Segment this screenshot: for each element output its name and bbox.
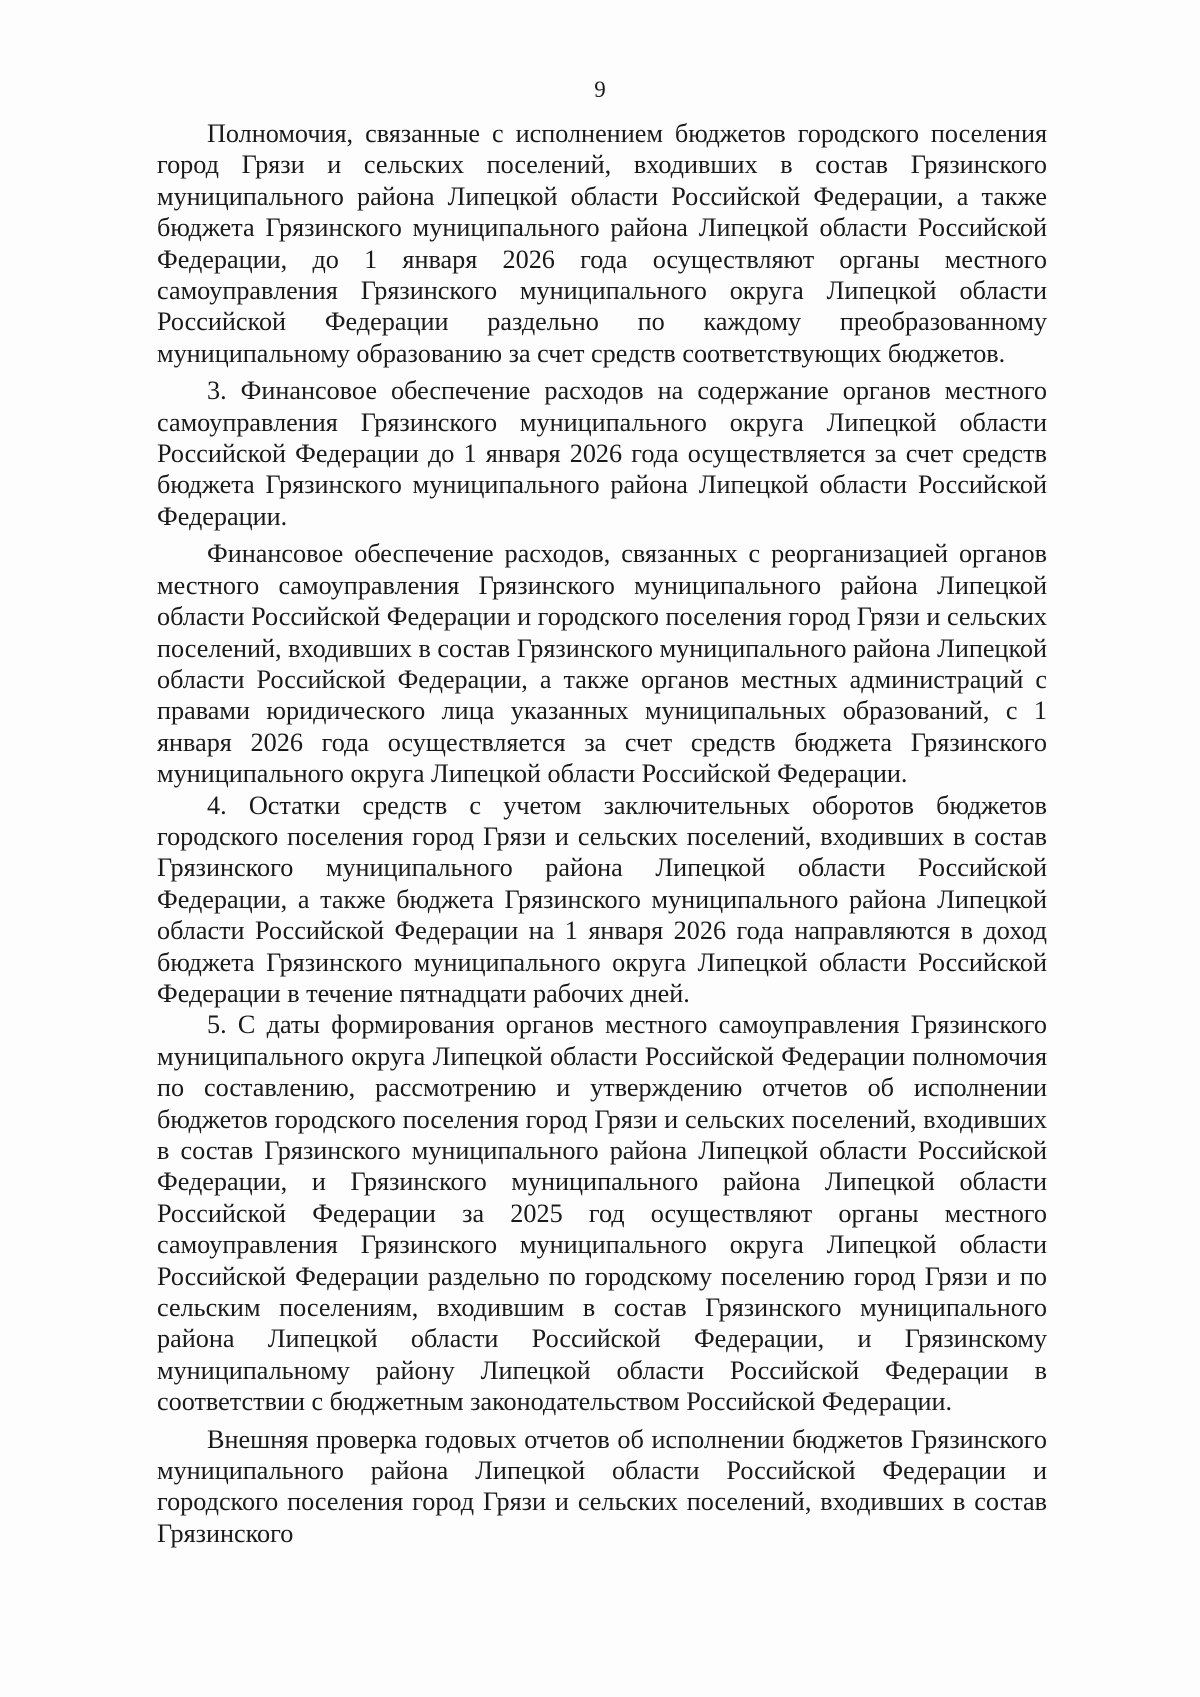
paragraph-reorganization-financing: Финансовое обеспечение расходов, связанных с реорганизацией органов местного самоуправления Грязинского муниципального района Липецкой области Российской Федерации и городского поселения город Грязи и сельских поселений, входивших в состав Грязинского муниципального района Липецкой области Российской Федерации, а также органов местных администраций с правами юридического лица указанных муниципальных образований, с 1 января 2026 года осуществляется за счет средств бюджета Грязинского муниципального округа Липецкой области Российской Федерации.	[157, 539, 1047, 789]
paragraph-external-audit: Внешняя проверка годовых отчетов об исполнении бюджетов Грязинского муниципального района Липецкой области Российской Федерации и городского поселения город Грязи и сельских поселений, входивших в состав Грязинского	[157, 1424, 1047, 1548]
paragraph-powers-budget: Полномочия, связанные с исполнением бюджетов городского поселения город Грязи и сельских поселений, входивших в состав Грязинского муниципального района Липецкой области Российской Федерации, а также бюджета Грязинского муниципального района Липецкой области Российской Федерации, до 1 января 2026 года осуществляют органы местного самоуправления Грязинского муниципального округа Липецкой области Российской Федерации раздельно по каждому преобразованному муниципальному образованию за счет средств соответствующих бюджетов.	[157, 119, 1047, 368]
page-number: 9	[594, 77, 606, 102]
document-body	[157, 118, 1047, 1549]
paragraph-item-5: 5. С даты формирования органов местного самоуправления Грязинского муниципального округа Липецкой области Российской Федерации полномочия по составлению, рассмотрению и утверждению отчетов об исполнении бюджетов городского поселения город Грязи и сельских поселений, входивших в состав Грязинского муниципального района Липецкой области Российской Федерации, и Грязинского муниципального района Липецкой области Российской Федерации за 2025 год осуществляют органы местного самоуправления Грязинского муниципального округа Липецкой области Российской Федерации раздельно по городскому поселению город Грязи и по сельским поселениям, входившим в состав Грязинского муниципального района Липецкой области Российской Федерации, и Грязинскому муниципальному району Липецкой области Российской Федерации в соответствии с бюджетным законодательством Российской Федерации.	[157, 1010, 1047, 1417]
paragraph-item-3: 3. Финансовое обеспечение расходов на содержание органов местного самоуправления Грязинского муниципального округа Липецкой области Российской Федерации до 1 января 2026 года осуществляется за счет средств бюджета Грязинского муниципального района Липецкой области Российской Федерации.	[157, 376, 1047, 531]
paragraph-item-4: 4. Остатки средств с учетом заключительных оборотов бюджетов городского поселения город Грязи и сельских поселений, входивших в состав Грязинского муниципального района Липецкой области Российской Федерации, а также бюджета Грязинского муниципального района Липецкой области Российской Федерации на 1 января 2026 года направляются в доход бюджета Грязинского муниципального округа Липецкой области Российской Федерации в течение пятнадцати рабочих дней.	[157, 790, 1047, 1008]
